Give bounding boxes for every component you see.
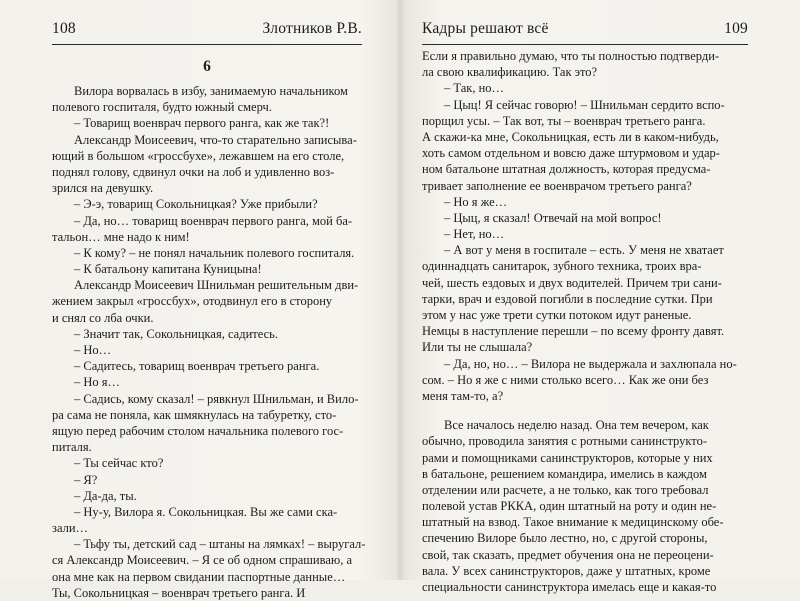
text-line: – Цыц! Я сейчас говорю! – Шнильман сердито вспо- <box>444 97 725 112</box>
text-line: ющий в большом «гроссбухе», лежавшем на его столе, <box>52 148 345 163</box>
text-line: – Товарищ военврач первого ранга, как же так?! <box>74 116 330 131</box>
text-line: – Да, но, но… – Вилора не выдержала и захлюпала но- <box>444 356 737 371</box>
text-line: – Так, но… <box>444 81 505 96</box>
text-line: она мне как на первом свидании паспортные данные… <box>52 569 346 584</box>
text-line: отделении или расчете, а не только, как того требовал <box>422 482 709 497</box>
text-line: Александр Моисеевич, что-то старательно записыва- <box>74 132 357 147</box>
right-page <box>402 0 800 594</box>
right-body-text <box>422 48 748 595</box>
text-line: – Нет, но… <box>444 227 505 242</box>
text-line: Вилора ворвалась в избу, занимаемую начальником <box>74 84 348 98</box>
text-line: поднял голову, сдвинул очки на лоб и удивленно воз- <box>52 164 335 179</box>
text-line: – К кому? – не понял начальник полевого госпиталя. <box>74 245 355 260</box>
text-line: меня там-то, а? <box>422 388 504 403</box>
text-line: Если я правильно думаю, что ты полностью подтверди- <box>422 49 720 63</box>
text-line: ном батальоне штатная должность, которая предусма- <box>422 162 711 177</box>
text-line: жением закрыл «гроссбух», отодвинул его в сторону <box>52 294 333 309</box>
text-line: зали… <box>52 521 89 536</box>
left-page <box>0 0 398 600</box>
left-header-rule <box>52 44 362 45</box>
text-line: А скажи-ка мне, Сокольницкая, есть ли в каком-нибудь, <box>422 129 719 144</box>
text-line: одиннадцать санитарок, зубного техника, троих вра- <box>422 259 702 274</box>
text-line: – Да-да, ты. <box>74 488 137 503</box>
text-line: – Э-э, товарищ Сокольницкая? Уже прибыли? <box>74 197 318 212</box>
text-line: чей, шесть ездовых и двух водителей. Причем три сани- <box>422 275 722 290</box>
left-page-number: 108 <box>52 20 76 37</box>
text-line: рами и помощниками санинструкторов, которые у них <box>422 450 713 465</box>
text-line: – К батальону капитана Куницына! <box>74 262 262 277</box>
text-line: хоть самом отдельном и вовсю даже штурмовом и удар- <box>422 146 720 161</box>
text-line: – Да, но… товарищ военврач первого ранга, мой ба- <box>74 213 353 228</box>
section-break <box>422 404 748 417</box>
text-line: – Значит так, Сокольницкая, садитесь. <box>74 326 278 341</box>
text-line: тривает заполнение ее военврачом третьего ранга? <box>422 178 692 193</box>
text-line: – Я? <box>74 472 98 487</box>
text-line: вала. У всех санинструкторов, даже у штатных, кроме <box>422 563 711 578</box>
text-line: свой, так сказать, предмет обучения она не переоцени- <box>422 547 714 562</box>
text-line: штатный на взвод. Такое внимание к медицинскому обе- <box>422 515 724 530</box>
text-line: специальности санинструктора имелась еще и какая-то <box>422 580 717 594</box>
text-line: питаля. <box>52 440 92 455</box>
text-line: Все началось неделю назад. Она тем вечером, как <box>444 418 709 433</box>
text-line: Немцы в наступление перешли – по всему фронту давят. <box>422 324 725 339</box>
text-line: полевого госпиталя, будто южный смерч. <box>52 100 272 115</box>
text-line: сом. – Но я же с ними столько всего… Как же они без <box>422 372 709 387</box>
left-body-text <box>52 83 366 601</box>
text-line: – Но я же… <box>444 194 508 209</box>
text-line: – Но… <box>74 343 112 357</box>
text-line: – Садись, кому сказал! – рявкнул Шнильман, и Вило- <box>74 391 359 406</box>
text-line: полевой устав РККА, один штатный на роту и один не- <box>422 499 717 514</box>
text-line: ящую перед рабочим столом начальника полевого гос- <box>52 423 344 438</box>
text-line: – Ты сейчас кто? <box>74 456 164 471</box>
text-line: спечению Вилоре было лестно, но, с другой стороны, <box>422 531 708 546</box>
text-line: – Цыц, я сказал! Отвечай на мой вопрос! <box>444 210 662 225</box>
text-line: в батальоне, решением командира, имелись в каждом <box>422 466 707 481</box>
text-line: – Тьфу ты, детский сад – штаны на лямках! – выругал- <box>74 537 366 552</box>
text-line: тарки, врач и ездовой погибли в последние сутки. При <box>422 291 713 306</box>
text-line: Или ты не слышала? <box>422 340 533 355</box>
chapter-number: 6 <box>203 58 211 75</box>
text-line: – Садитесь, товарищ военврач третьего ранга. <box>74 359 320 374</box>
text-line: обычно, проводила занятия с ротными санинструкто- <box>422 434 708 449</box>
left-running-head <box>52 20 362 44</box>
text-line: этом у нас уже трети сутки потоком идут раненые. <box>422 308 692 322</box>
text-line: – Ну-у, Вилора я. Сокольницкая. Вы же сами ска- <box>74 504 338 519</box>
text-line: тальон… мне надо к ним! <box>52 229 190 244</box>
text-line: Александр Моисеевич Шнильман решительным дви- <box>74 278 359 293</box>
right-page-number: 109 <box>724 20 748 37</box>
text-line: ся Александр Моисеевич. – Я се об одном спрашиваю, а <box>52 553 353 568</box>
text-line: зрился на девушку. <box>52 181 154 196</box>
text-line: Ты, Сокольницкая – военврач третьего ранга. И <box>52 585 306 600</box>
text-line: порщил усы. – Так вот, ты – военврач третьего ранга. <box>422 113 706 128</box>
left-running-title: Злотников Р.В. <box>262 20 362 37</box>
right-header-rule <box>422 44 748 45</box>
text-line: – А вот у меня в госпитале – есть. У меня не хватает <box>444 243 724 258</box>
text-line: ра сама не поняла, как шмякнулась на табуретку, сто- <box>52 407 337 422</box>
text-line: ла свою квалификацию. Так это? <box>422 65 598 80</box>
text-line: и снял со лба очки. <box>52 310 154 325</box>
text-line: – Но я… <box>74 375 121 390</box>
right-running-title: Кадры решают всё <box>422 20 549 37</box>
right-running-head <box>422 20 748 44</box>
